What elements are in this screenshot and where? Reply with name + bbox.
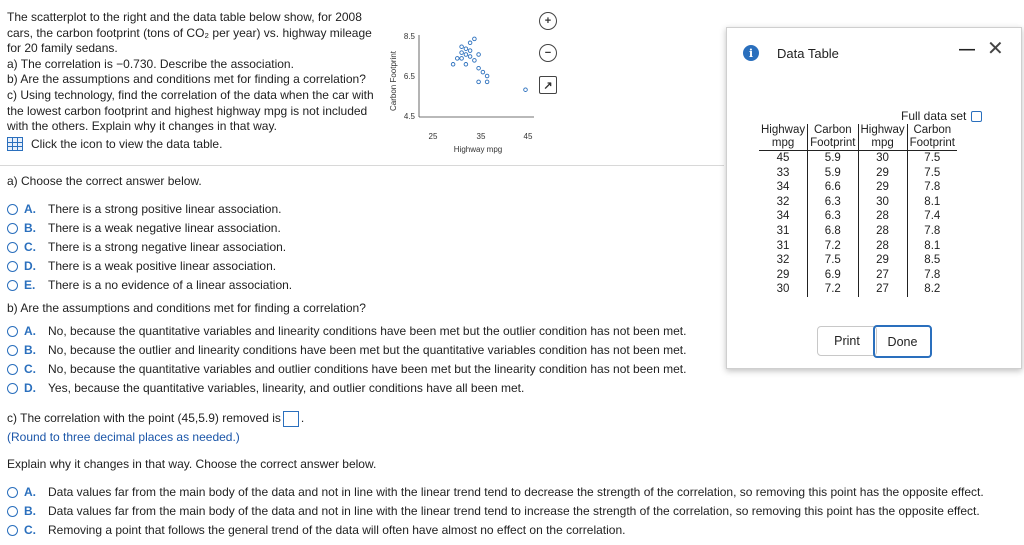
info-icon: i [743, 45, 759, 61]
part-b-option-b[interactable] [7, 343, 686, 357]
data-link-text: Click the icon to view the data table. [31, 137, 223, 151]
table-cell: 7.8 [907, 268, 957, 283]
option-text: No, because the quantitative variables and linearity conditions have been met but the outlier condition has not been met. [48, 324, 687, 338]
radio-button[interactable] [7, 326, 18, 337]
column-header: Highway mpg [858, 124, 907, 151]
data-table-link[interactable] [7, 137, 222, 151]
scatter-point [464, 53, 468, 57]
table-cell: 33 [776, 166, 790, 179]
y-axis-label: Carbon Footprint [389, 50, 398, 112]
correlation-answer-input[interactable] [283, 411, 299, 427]
intro-line: b) Are the assumptions and conditions met for finding a correlation? [7, 72, 366, 87]
option-letter: D. [24, 259, 36, 273]
divider [0, 165, 724, 166]
zoom-in-icon[interactable]: + [539, 12, 557, 30]
radio-button[interactable] [7, 525, 18, 536]
option-letter: A. [24, 202, 36, 216]
radio-button[interactable] [7, 383, 18, 394]
option-text: There is a no evidence of a linear association. [48, 278, 293, 292]
option-letter: A. [24, 485, 36, 499]
scatter-points [451, 37, 527, 91]
intro-line: The scatterplot to the right and the data table below show, for 2008 [7, 10, 362, 24]
part-b-option-c[interactable] [7, 362, 686, 376]
part-b-option-d[interactable] [7, 381, 524, 395]
part-b-prompt: b) Are the assumptions and conditions met for finding a correlation? [7, 301, 366, 315]
rounding-hint: (Round to three decimal places as needed.) [7, 430, 240, 444]
table-cell: 5.9 [808, 151, 858, 166]
scatter-point [481, 70, 485, 74]
table-cell: 6.8 [808, 224, 858, 239]
x-tick-label: 45 [523, 132, 533, 141]
table-cell: 7.8 [907, 180, 957, 195]
table-cell: 30 [858, 195, 907, 210]
part-a-option-c[interactable] [7, 240, 286, 254]
part-a-prompt: a) Choose the correct answer below. [7, 174, 202, 188]
option-text: There is a weak negative linear association. [48, 221, 281, 235]
option-text: Removing a point that follows the general trend of the data will often have almost no effect on the correlation. [48, 523, 626, 537]
option-text: No, because the outlier and linearity conditions have been met but the quantitative variables condition has not been met. [48, 343, 687, 357]
table-row [759, 268, 957, 283]
radio-button[interactable] [7, 261, 18, 272]
intro-line: c) Using technology, find the correlation of the data when the car with [7, 87, 374, 102]
column-header: Carbon Footprint [907, 124, 957, 151]
table-cell: 7.2 [808, 239, 858, 254]
radio-button[interactable] [7, 242, 18, 253]
table-cell: 6.3 [808, 209, 858, 224]
close-icon[interactable]: ✕ [987, 38, 1004, 60]
radio-button[interactable] [7, 280, 18, 291]
scatter-point [464, 63, 468, 67]
x-tick-label: 35 [476, 132, 486, 141]
table-cell: 8.1 [907, 239, 957, 254]
part-a-option-b[interactable] [7, 221, 281, 235]
table-cell: 30 [776, 283, 790, 296]
scatter-point [460, 57, 464, 61]
option-text: There is a strong positive linear association. [48, 202, 282, 216]
option-letter: E. [24, 278, 36, 292]
scatterplot [388, 25, 538, 160]
option-text: There is a weak positive linear association. [48, 259, 277, 273]
table-row [759, 180, 957, 195]
part-c-option-c[interactable] [7, 523, 625, 537]
option-letter: C. [24, 523, 36, 537]
copy-icon[interactable] [971, 111, 982, 122]
intro-line: with the others. Explain why it changes in that way. [7, 119, 277, 134]
data-table [759, 124, 957, 297]
table-body [759, 151, 957, 297]
radio-button[interactable] [7, 204, 18, 215]
table-cell: 31 [776, 224, 790, 237]
part-c-prompt [7, 411, 304, 427]
scatter-point [473, 59, 477, 63]
intro-line: cars, the carbon footprint (tons of CO₂ per year) vs. highway mileage [7, 25, 372, 40]
option-letter: B. [24, 504, 36, 518]
option-letter: C. [24, 240, 36, 254]
scatter-point [468, 49, 472, 53]
table-cell: 32 [776, 254, 790, 267]
scatter-point [451, 63, 455, 67]
scatter-point [477, 80, 481, 84]
zoom-out-icon[interactable]: − [539, 44, 557, 62]
column-header: Carbon Footprint [808, 124, 858, 151]
radio-button[interactable] [7, 364, 18, 375]
table-cell: 34 [776, 181, 790, 194]
scatter-point [485, 74, 489, 78]
y-tick-label: 6.5 [403, 72, 415, 81]
option-letter: A. [24, 324, 36, 338]
table-cell: 34 [776, 210, 790, 223]
table-cell: 28 [858, 239, 907, 254]
y-tick-label: 8.5 [403, 32, 415, 41]
table-cell: 29 [858, 180, 907, 195]
option-text: Yes, because the quantitative variables, linearity, and outlier conditions have all been met. [48, 381, 525, 395]
intro-line: a) The correlation is −0.730. Describe the association. [7, 56, 294, 71]
radio-button[interactable] [7, 345, 18, 356]
table-cell: 28 [858, 224, 907, 239]
table-cell: 5.9 [808, 166, 858, 181]
intro-line: the lowest carbon footprint and highest highway mpg is not included [7, 103, 368, 118]
option-letter: D. [24, 381, 36, 395]
table-cell: 45 [776, 152, 790, 164]
table-cell: 7.2 [808, 282, 858, 297]
table-row [759, 239, 957, 254]
part-b-option-a[interactable] [7, 324, 686, 338]
part-c-option-a[interactable] [7, 485, 984, 499]
table-cell: 28 [858, 209, 907, 224]
x-tick-label: 25 [428, 132, 438, 141]
scatter-point [468, 55, 472, 59]
part-a-option-a[interactable] [7, 202, 281, 216]
intro-line: for 20 family sedans. [7, 41, 118, 56]
table-header-row [759, 124, 957, 151]
print-button[interactable]: Print [817, 326, 877, 356]
option-letter: C. [24, 362, 36, 376]
table-cell: 7.5 [907, 151, 957, 166]
scatter-point [456, 57, 460, 61]
scatter-point [464, 47, 468, 51]
table-row [759, 195, 957, 210]
table-cell: 7.5 [808, 253, 858, 268]
part-a-option-e[interactable] [7, 278, 292, 292]
table-cell: 27 [858, 268, 907, 283]
table-row [759, 224, 957, 239]
scatter-point [524, 88, 528, 92]
column-header: Highway mpg [759, 124, 808, 151]
y-tick-label: 4.5 [403, 112, 415, 121]
scatter-point [477, 53, 481, 57]
minimize-icon[interactable]: — [959, 41, 975, 58]
scatter-point [477, 66, 481, 70]
table-cell: 32 [776, 195, 790, 208]
option-text: Data values far from the main body of the data and not in line with the linear trend tend to decrease the strength of the correlation, so removing this point has the opposite effect. [48, 485, 984, 499]
table-cell: 27 [858, 282, 907, 297]
option-letter: B. [24, 221, 36, 235]
part-c-period: . [300, 411, 305, 426]
table-cell: 29 [776, 268, 790, 281]
scatter-point [468, 41, 472, 45]
scatter-point [485, 80, 489, 84]
table-row [759, 151, 957, 166]
data-table-dialog [726, 27, 1022, 369]
table-row [759, 209, 957, 224]
table-row [759, 166, 957, 181]
table-cell: 6.3 [808, 195, 858, 210]
full-data-set-label: Full data set [901, 109, 967, 123]
scatter-point [473, 37, 477, 41]
scatter-point [460, 45, 464, 49]
table-cell: 7.4 [907, 209, 957, 224]
table-cell: 8.1 [907, 195, 957, 210]
radio-button[interactable] [7, 487, 18, 498]
part-c-explain-prompt: Explain why it changes in that way. Choose the correct answer below. [7, 457, 377, 471]
popout-icon[interactable]: ↗ [539, 76, 557, 94]
x-axis-label: Highway mpg [453, 145, 503, 154]
table-cell: 6.6 [808, 180, 858, 195]
table-row [759, 282, 957, 297]
part-c-option-b[interactable] [7, 504, 980, 518]
table-cell: 6.9 [808, 268, 858, 283]
table-cell: 30 [858, 151, 907, 166]
radio-button[interactable] [7, 223, 18, 234]
table-cell: 31 [776, 239, 790, 252]
question-intro [7, 10, 387, 135]
part-c-prompt-text: c) The correlation with the point (45,5.9) removed is [7, 411, 281, 426]
option-text: Data values far from the main body of the data and not in line with the linear trend tend to increase the strength of the correlation, so removing this point has the opposite effect. [48, 504, 980, 518]
table-cell: 7.5 [907, 166, 957, 181]
done-button[interactable]: Done [873, 325, 932, 358]
table-cell: 8.5 [907, 253, 957, 268]
table-cell: 7.8 [907, 224, 957, 239]
table-cell: 8.2 [907, 282, 957, 297]
part-a-option-d[interactable] [7, 259, 276, 273]
full-data-set-link[interactable] [901, 109, 982, 123]
scatter-point [460, 51, 464, 55]
dialog-title: Data Table [777, 46, 839, 61]
table-cell: 29 [858, 166, 907, 181]
option-text: No, because the quantitative variables and outlier conditions have been met but the linearity condition has not been met. [48, 362, 687, 376]
option-text: There is a strong negative linear association. [48, 240, 287, 254]
radio-button[interactable] [7, 506, 18, 517]
table-cell: 29 [858, 253, 907, 268]
table-grid-icon[interactable] [7, 137, 23, 151]
table-row [759, 253, 957, 268]
option-letter: B. [24, 343, 36, 357]
